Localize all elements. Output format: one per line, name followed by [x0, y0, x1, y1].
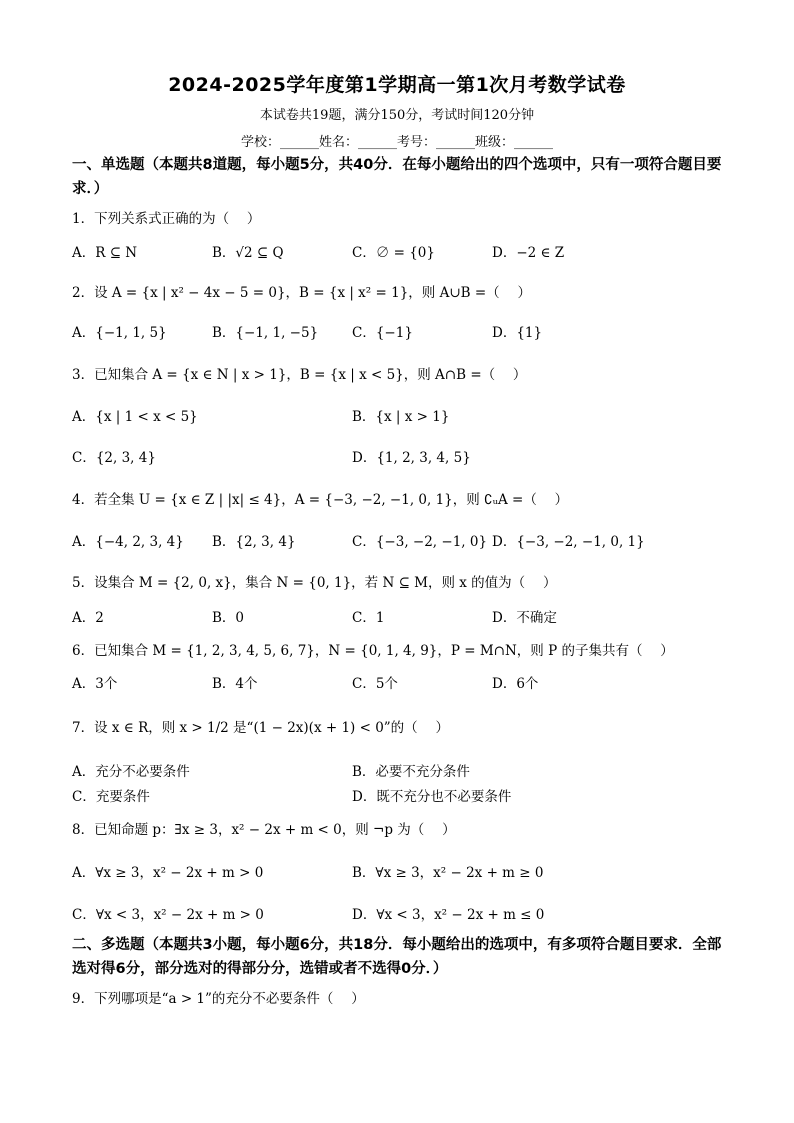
question-6-option-d[interactable]: D．6个 [492, 676, 539, 692]
question-1-option-b[interactable]: B．√2 ⊆ Q [212, 245, 284, 261]
exam-title: 2024-2025学年度第1学期高一第1次月考数学试卷 [168, 74, 626, 96]
question-5-stem: 5．设集合 M = {2, 0, x}，集合 N = {0, 1}，若 N ⊆ M，则 x 的值为（ ） [72, 575, 557, 591]
question-3-option-d[interactable]: D．{1, 2, 3, 4, 5} [352, 450, 471, 466]
section-heading-single-choice: 一、单选题（本题共8道题，每小题5分，共40分．在每小题给出的四个选项中，只有一项符合题目要求．） [72, 157, 722, 197]
question-7-option-d[interactable]: D．既不充分也不必要条件 [352, 789, 512, 805]
question-1-stem: 1．下列关系式正确的为（ ） [72, 211, 261, 227]
question-7-option-c[interactable]: C．充要条件 [72, 789, 150, 805]
question-3-option-a[interactable]: A．{x | 1 < x < 5} [72, 409, 198, 425]
question-5-option-d[interactable]: D．不确定 [492, 610, 557, 626]
question-8-option-c[interactable]: C．∀x < 3，x² − 2x + m > 0 [72, 907, 264, 923]
question-6-option-b[interactable]: B．4个 [212, 676, 258, 692]
question-4-option-b[interactable]: B．{2, 3, 4} [212, 534, 296, 550]
student-info-line: 学校：______姓名：______考号：______班级：______ [240, 135, 553, 150]
section-heading-multiple-choice: 二、多选题（本题共3小题，每小题6分，共18分．每小题给出的选项中，有多项符合题目要求．全部选对得6分，部分选对的得部分分，选错或者不选得0分．） [72, 937, 722, 977]
question-8-option-b[interactable]: B．∀x ≥ 3，x² − 2x + m ≥ 0 [352, 865, 544, 881]
question-5-option-b[interactable]: B．0 [212, 610, 245, 626]
question-7-option-a[interactable]: A．充分不必要条件 [72, 764, 190, 780]
question-2-option-c[interactable]: C．{−1} [352, 325, 413, 341]
question-3-stem: 3．已知集合 A = {x ∈ N | x > 1}，B = {x | x < 5}，则 A∩B =（ ） [72, 367, 527, 383]
question-2-option-a[interactable]: A．{−1, 1, 5} [72, 325, 167, 341]
question-5-option-a[interactable]: A．2 [72, 610, 104, 626]
question-4-option-c[interactable]: C．{−3, −2, −1, 0} [352, 534, 488, 550]
question-8-option-a[interactable]: A．∀x ≥ 3，x² − 2x + m > 0 [72, 865, 264, 881]
question-3-option-c[interactable]: C．{2, 3, 4} [72, 450, 156, 466]
question-9-stem: 9．下列哪项是“a > 1”的充分不必要条件（ ） [72, 991, 365, 1007]
question-1-option-d[interactable]: D．−2 ∈ Z [492, 245, 565, 261]
question-3-option-b[interactable]: B．{x | x > 1} [352, 409, 450, 425]
question-2-option-b[interactable]: B．{−1, 1, −5} [212, 325, 319, 341]
question-1-option-a[interactable]: A．R ⊆ N [72, 245, 138, 261]
question-6-option-c[interactable]: C．5个 [352, 676, 398, 692]
question-8-stem: 8．已知命题 p：∃x ≥ 3，x² − 2x + m < 0，则 ¬p 为（ ） [72, 822, 456, 838]
question-2-option-d[interactable]: D．{1} [492, 325, 543, 341]
question-1-option-c[interactable]: C．∅ = {0} [352, 245, 435, 261]
question-7-stem: 7．设 x ∈ R，则 x > 1/2 是“(1 − 2x)(x + 1) < 0”的（ ） [72, 720, 449, 736]
question-6-option-a[interactable]: A．3个 [72, 676, 118, 692]
question-8-option-d[interactable]: D．∀x < 3，x² − 2x + m ≤ 0 [352, 907, 545, 923]
question-7-option-b[interactable]: B．必要不充分条件 [352, 764, 470, 780]
question-4-option-d[interactable]: D．{−3, −2, −1, 0, 1} [492, 534, 645, 550]
question-5-option-c[interactable]: C．1 [352, 610, 385, 626]
exam-subtitle: 本试卷共19题，满分150分，考试时间120分钟 [259, 108, 535, 123]
question-4-stem: 4．若全集 U = {x ∈ Z | |x| ≤ 4}，A = {−3, −2, −1, 0, 1}，则 ∁ᵤA =（ ） [72, 492, 569, 508]
question-6-stem: 6．已知集合 M = {1, 2, 3, 4, 5, 6, 7}，N = {0, 1, 4, 9}，P = M∩N，则 P 的子集共有（ ） [72, 643, 674, 659]
question-2-stem: 2．设 A = {x | x² − 4x − 5 = 0}，B = {x | x² = 1}，则 A∪B =（ ） [72, 285, 531, 301]
question-4-option-a[interactable]: A．{−4, 2, 3, 4} [72, 534, 184, 550]
